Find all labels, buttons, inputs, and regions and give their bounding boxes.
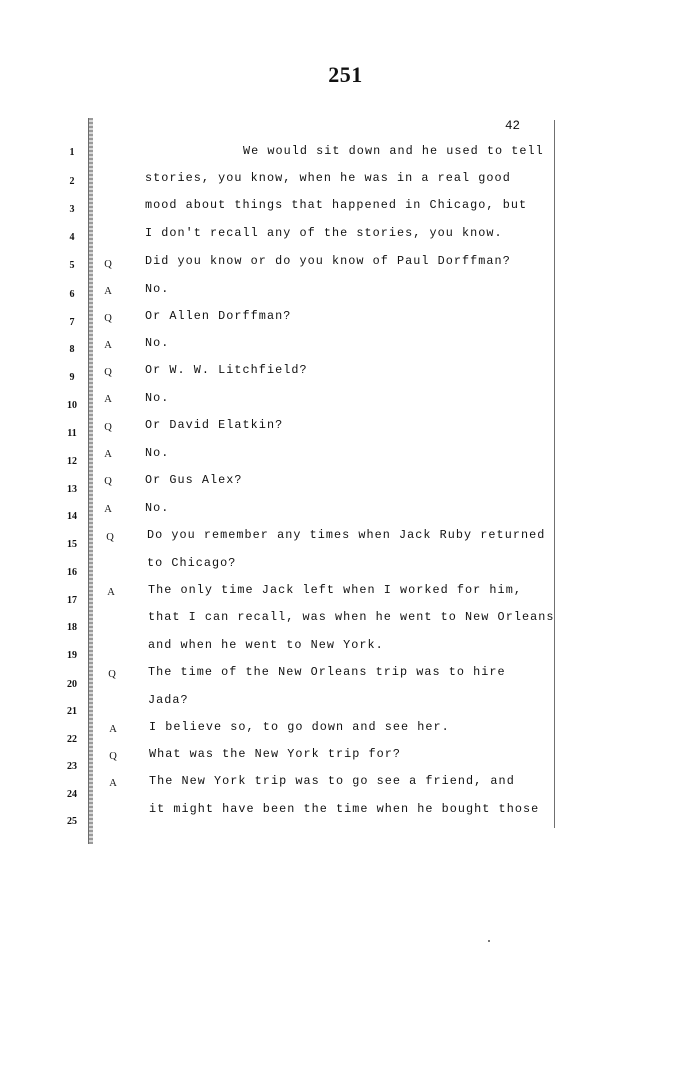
line-number: 21 (67, 706, 77, 717)
line-number: 19 (67, 650, 77, 661)
transcript-line: stories, you know, when he was in a real good (145, 171, 511, 185)
line-number: 23 (67, 761, 77, 772)
transcript-line: Jada? (148, 693, 189, 707)
transcript-line: Or Gus Alex? (145, 473, 243, 487)
transcript-line: mood about things that happened in Chicago, but (145, 198, 528, 212)
line-number: 8 (69, 344, 75, 355)
line-number: 6 (69, 289, 75, 300)
page-number: 251 (328, 62, 363, 87)
line-number: 11 (67, 428, 77, 439)
line-number: 17 (67, 595, 77, 606)
line-number: 13 (67, 484, 77, 495)
line-number: 9 (69, 372, 75, 383)
speaker-marker: A (107, 587, 115, 598)
line-number: 1 (69, 147, 75, 158)
transcript-line: to Chicago? (147, 556, 237, 570)
speaker-marker: Q (104, 259, 112, 270)
line-number: 18 (67, 622, 77, 633)
transcript-line: No. (145, 501, 170, 515)
speaker-marker: A (104, 340, 112, 351)
line-number: 20 (67, 679, 77, 690)
transcript-line: Did you know or do you know of Paul Dorffman? (145, 254, 511, 268)
line-number: 4 (69, 232, 75, 243)
transcript-line: The New York trip was to go see a friend, and (149, 774, 515, 788)
speaker-marker: A (104, 286, 112, 297)
line-number: 22 (67, 734, 77, 745)
line-number: 10 (67, 400, 77, 411)
transcript-line: What was the New York trip for? (149, 747, 402, 761)
transcript-line: Or W. W. Litchfield? (145, 363, 308, 377)
right-margin-border (554, 120, 555, 828)
transcript-line: I don't recall any of the stories, you know. (145, 226, 503, 240)
speaker-marker: Q (104, 367, 112, 378)
transcript-line: We would sit down and he used to tell (243, 144, 544, 158)
transcript-line: The only time Jack left when I worked for him, (148, 583, 522, 597)
speaker-marker: Q (106, 532, 114, 543)
left-margin-border (88, 118, 93, 844)
transcript-line: No. (145, 391, 170, 405)
speaker-marker: A (109, 778, 117, 789)
speaker-marker: Q (104, 422, 112, 433)
speaker-marker: A (104, 394, 112, 405)
transcript-line: No. (145, 282, 170, 296)
line-number: 24 (67, 789, 77, 800)
speaker-marker: A (104, 504, 112, 515)
transcript-line: Do you remember any times when Jack Ruby returned (147, 528, 546, 542)
line-number: 14 (67, 511, 77, 522)
speaker-marker: A (104, 449, 112, 460)
line-number: 12 (67, 456, 77, 467)
transcript-page-number: 42 (505, 119, 521, 133)
transcript-line: The time of the New Orleans trip was to hire (148, 665, 506, 679)
transcript-line: No. (145, 336, 170, 350)
transcript-line: and when he went to New York. (148, 638, 384, 652)
transcript-line: Or Allen Dorffman? (145, 309, 292, 323)
line-number: 15 (67, 539, 77, 550)
speaker-marker: A (109, 724, 117, 735)
transcript-line: I believe so, to go down and see her. (149, 720, 450, 734)
speaker-marker: Q (108, 669, 116, 680)
speaker-marker: Q (104, 476, 112, 487)
transcript-line: that I can recall, was when he went to New Orleans (148, 610, 555, 624)
line-number: 7 (69, 317, 75, 328)
scan-speck (488, 940, 490, 942)
speaker-marker: Q (104, 313, 112, 324)
line-number: 16 (67, 567, 77, 578)
line-number: 5 (69, 260, 75, 271)
transcript-line: No. (145, 446, 170, 460)
line-number: 2 (69, 176, 75, 187)
line-number: 3 (69, 204, 75, 215)
transcript-line: it might have been the time when he bought those (149, 802, 540, 816)
transcript-line: Or David Elatkin? (145, 418, 284, 432)
speaker-marker: Q (109, 751, 117, 762)
line-number: 25 (67, 816, 77, 827)
